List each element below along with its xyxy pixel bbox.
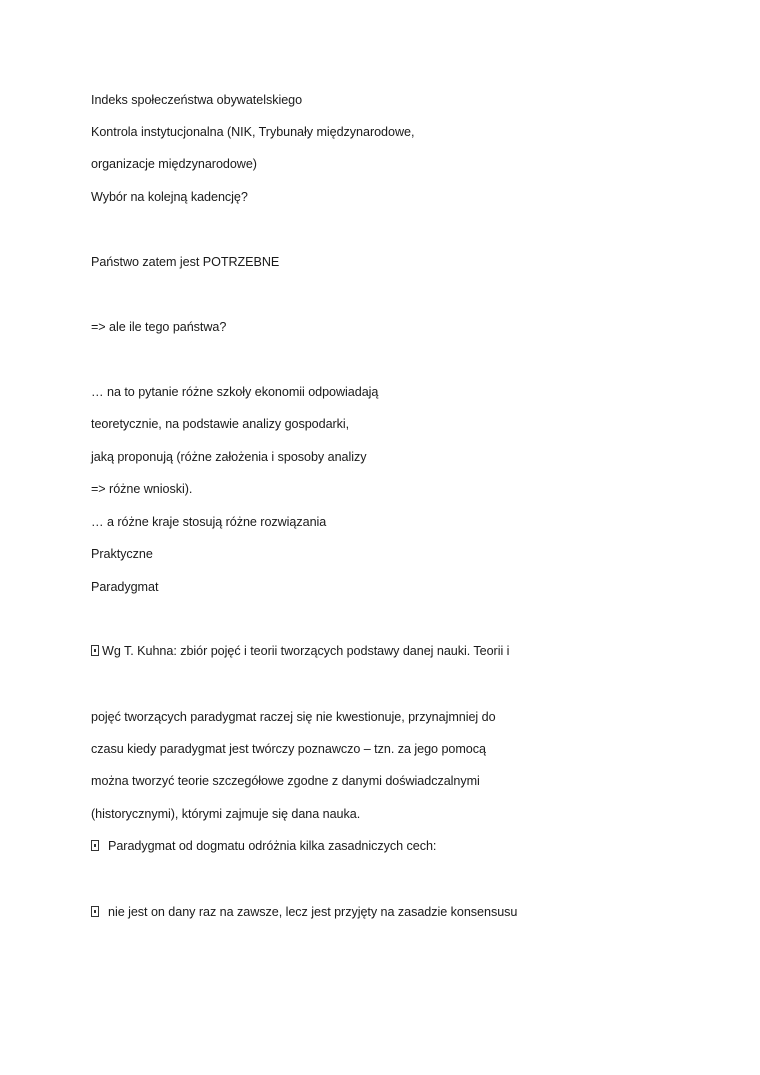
bullet-line (91, 838, 436, 854)
text-line: => różne wnioski). (91, 482, 193, 496)
text-line: pojęć tworzących paradygmat raczej się nie kwestionuje, przynajmniej do (91, 710, 496, 724)
text-line: Indeks społeczeństwa obywatelskiego (91, 93, 303, 107)
text-line: … a różne kraje stosują różne rozwiązania (91, 515, 327, 529)
text-line: => ale ile tego państwa? (91, 320, 227, 334)
text-line: jaką proponują (różne założenia i sposoby analizy (91, 450, 367, 464)
text-line: nie jest on dany raz na zawsze, lecz jest przyjęty na zasadzie konsensusu (108, 905, 518, 919)
missing-glyph-icon (91, 840, 99, 851)
text-line: Wg T. Kuhna: zbiór pojęć i teorii tworzących podstawy danej nauki. Teorii i (102, 644, 510, 658)
missing-glyph-icon (91, 645, 99, 656)
text-line: teoretycznie, na podstawie analizy gospodarki, (91, 417, 350, 431)
text-line: organizacje międzynarodowe) (91, 157, 257, 171)
text-line: Paradygmat (91, 580, 159, 594)
text-line: Paradygmat od dogmatu odróżnia kilka zasadniczych cech: (108, 839, 437, 853)
text-line: Państwo zatem jest POTRZEBNE (91, 255, 280, 269)
bullet-line (91, 643, 509, 659)
missing-glyph-icon (91, 906, 99, 917)
bullet-line (91, 904, 517, 920)
text-line: czasu kiedy paradygmat jest twórczy poznawczo – tzn. za jego pomocą (91, 742, 486, 756)
text-line: (historycznymi), którymi zajmuje się dana nauka. (91, 807, 361, 821)
text-line: można tworzyć teorie szczegółowe zgodne z danymi doświadczalnymi (91, 774, 480, 788)
text-line: Kontrola instytucjonalna (NIK, Trybunały międzynarodowe, (91, 125, 415, 139)
text-line: Wybór na kolejną kadencję? (91, 190, 248, 204)
text-line: … na to pytanie różne szkoły ekonomii odpowiadają (91, 385, 379, 399)
text-line: Praktyczne (91, 547, 153, 561)
